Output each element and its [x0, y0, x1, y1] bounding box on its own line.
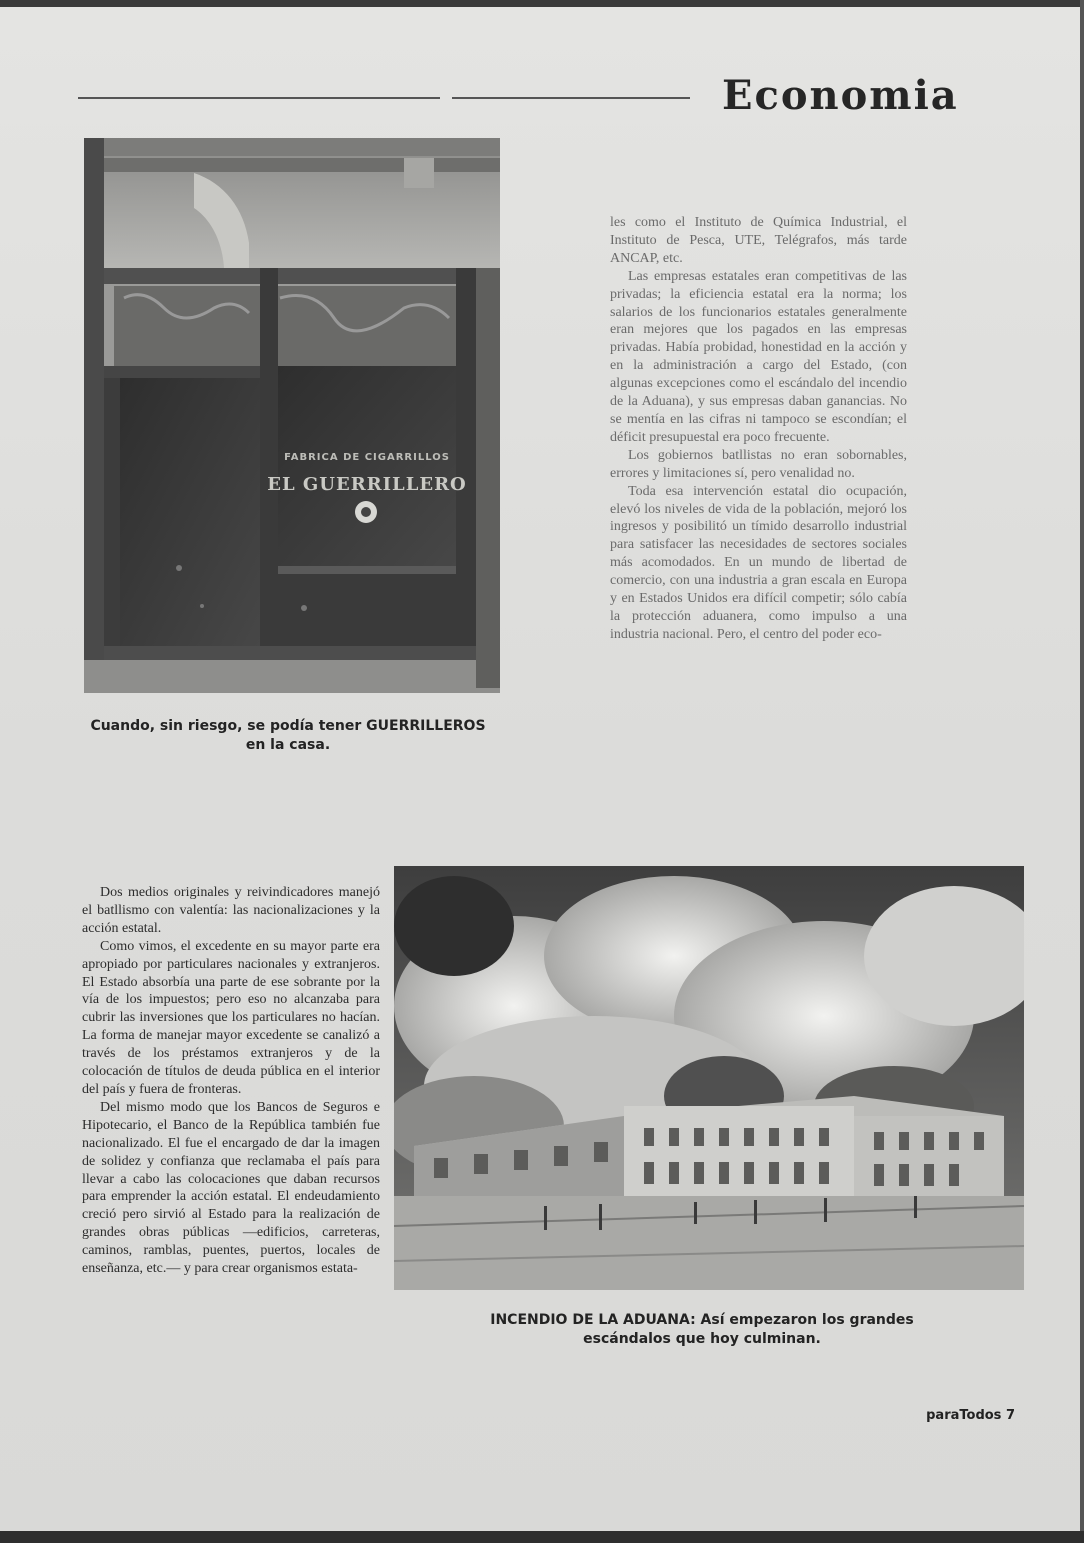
section-title: Economia: [722, 72, 959, 119]
article-paragraph: Como vimos, el excedente en su mayor parte era apropiado por particulares nacionales y extranjeros. El Estado absorbía una parte de ese sobrante por la vía de los impuestos; pero eso no alcanzaba para cubrir las inversiones que los particulares no hacían. La forma de manejar mayor excedente se canalizó a través de los préstamos extranjeros y de la colocación de títulos de deuda pública en el interior del país y fuera de fronteras.: [82, 938, 380, 1097]
storefront-photo: [84, 138, 500, 693]
article-paragraph: Del mismo modo que los Bancos de Seguros e Hipotecario, el Banco de la República también fue nacionalizado. El fue el encargado de dar la imagen de solidez y confianza que reclamaba el país para llevar a cabo las colocaciones que daban recursos para emprender la acción estatal. El endeudamiento creció pero sirvió al Estado para la realización de grandes obras públicas —edificios, carreteras, caminos, ramblas, puentes, puertos, locales de enseñanza, etc.— y para crear organismos estata-: [82, 1099, 380, 1277]
header-rule-left: [78, 97, 440, 99]
article-paragraph: Toda esa intervención estatal dio ocupación, elevó los niveles de vida de la población, mejoró los ingresos y posibilitó un tímido desarrollo industrial para satisfacer las necesidades de sectores sociales más acomodados. En un mundo de libertad de comercio, con una industria a gran escala en Europa y en Estados Unidos era difícil competir; sólo cabía la protección aduanera, como impulso a una industria nacional. Pero, el centro del poder eco-: [610, 483, 907, 642]
article-column-right: [610, 214, 907, 644]
article-paragraph: Los gobiernos batllistas no eran sobornables, errores y limitaciones sí, pero venalidad no.: [610, 447, 907, 481]
page-footer: paraTodos 7: [926, 1408, 1015, 1423]
customs-fire-photo-caption: INCENDIO DE LA ADUANA: Así empezaron los grandes escándalos que hoy culminan.: [490, 1312, 914, 1347]
shop-sign-line1: FABRICA DE CIGARRILLOS: [284, 452, 450, 463]
storefront-photo-caption: Cuando, sin riesgo, se podía tener GUERRILLEROS en la casa.: [90, 718, 486, 753]
page-edge-bottom: [0, 1531, 1084, 1543]
customs-fire-photo: [394, 866, 1024, 1290]
page-edge-top: [0, 0, 1084, 7]
article-paragraph: Las empresas estatales eran competitivas de las privadas; la eficiencia estatal era la norma; los salarios de los funcionarios estatales generalmente eran mejores que los pagados en las empresas privadas. Había probidad, honestidad en la acción y en la administración a cargo del Estado, (con algunas excepciones como el escándalo del incendio de la Aduana), y sus empresas daban ganancias. No se mentía en las cifras ni tampoco se escondían; el déficit presupuestal era poco frecuente.: [610, 268, 907, 445]
article-column-left: [82, 884, 380, 1278]
page-edge-right: [1080, 0, 1084, 1543]
shop-sign-line2: EL GUERRILLERO: [267, 474, 467, 495]
header-rule-right: [452, 97, 690, 99]
article-paragraph: Dos medios originales y reivindicadores manejó el batllismo con valentía: las nacionalizaciones y la acción estatal.: [82, 885, 380, 936]
article-paragraph: les como el Instituto de Química Industrial, el Instituto de Pesca, UTE, Telégrafos, más tarde ANCAP, etc.: [610, 215, 907, 266]
